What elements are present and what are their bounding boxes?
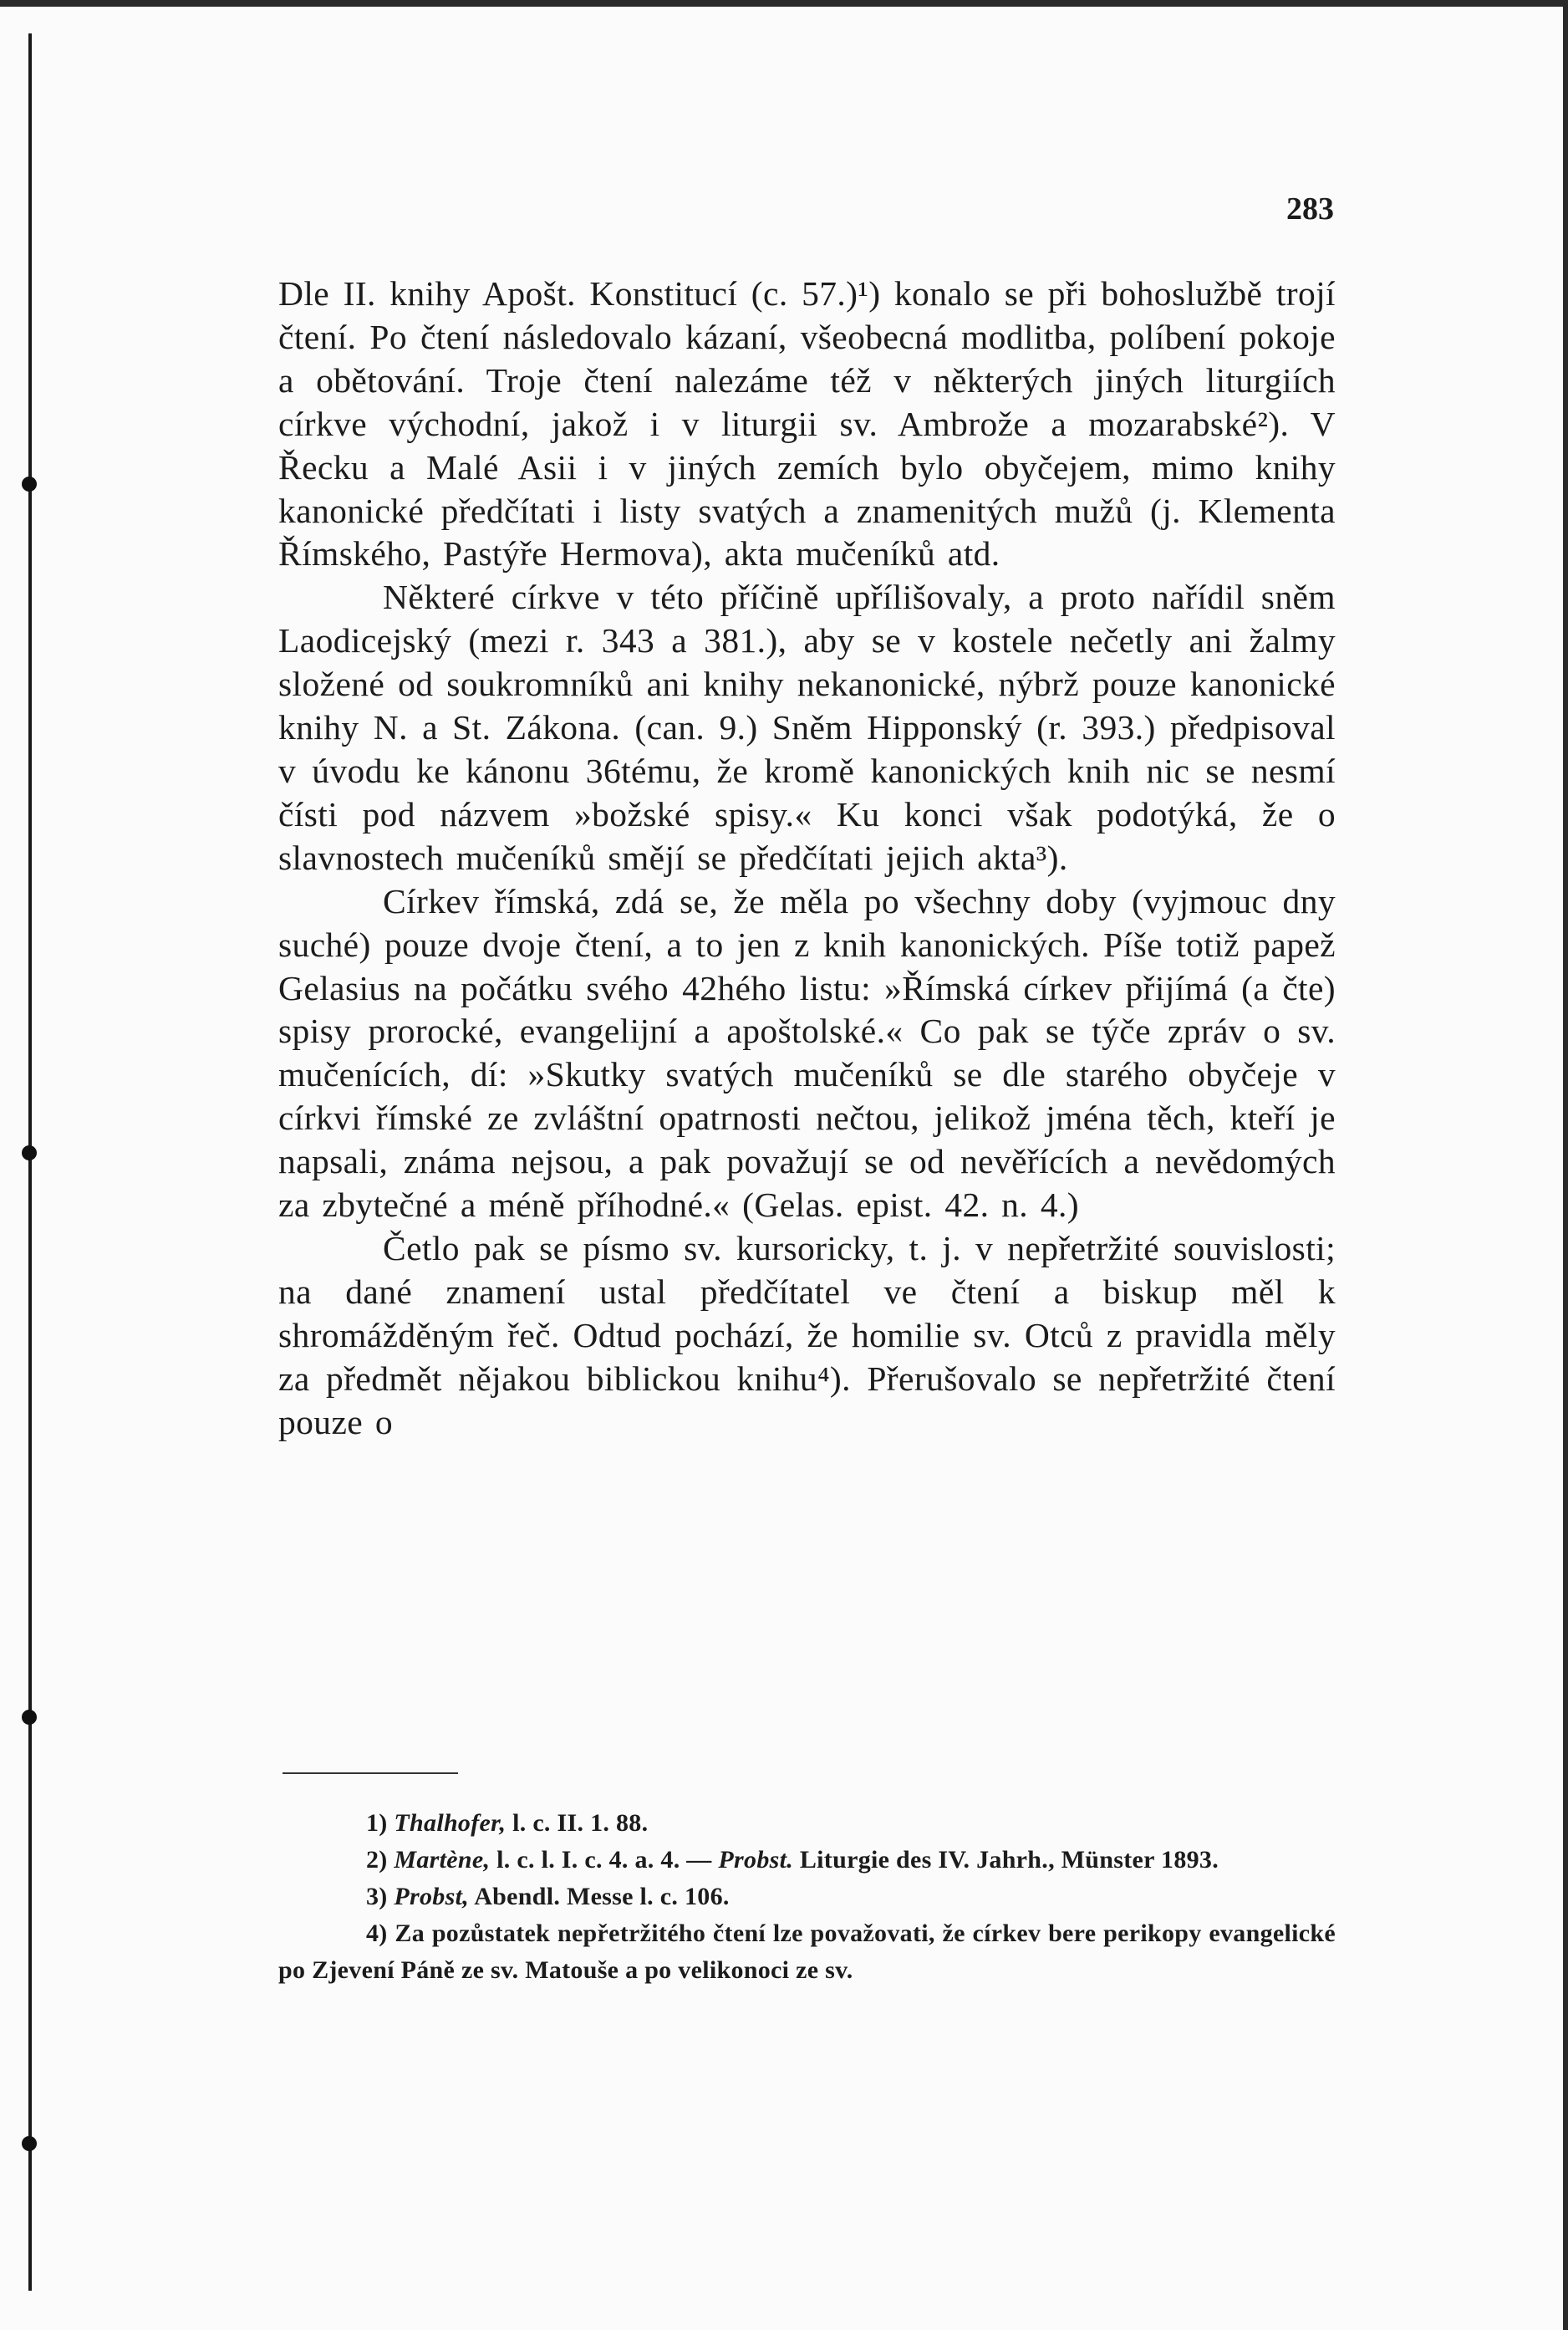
binding-mark <box>22 1145 37 1160</box>
scan-border-left <box>28 33 32 2291</box>
binding-mark <box>22 1710 37 1725</box>
footnote <box>278 1842 1336 1879</box>
footnote-author: Thalhofer, <box>394 1809 507 1837</box>
paragraph: Dle II. knihy Apošt. Konstitucí (c. 57.)¹) konalo se při bohoslužbě trojí čtení. Po čtení následovalo kázaní, všeobecná modlitba, políbení pokoje a obětování. Troje čtení nalezáme též v některých jiných liturgiích církve východní, jakož i v liturgii sv. Ambrože a mozarabské²). V Řecku a Malé Asii i v jiných zemích bylo obyčejem, mimo knihy kanonické předčítati i listy svatých a znamenitých mužů (j. Klementa Římského, Pastýře Hermova), akta mučeníků atd. <box>278 274 1336 574</box>
footnote-text: Abendl. Messe l. c. 106. <box>474 1883 730 1910</box>
footnote-marker: 1) <box>366 1809 388 1837</box>
footnote-separator <box>283 1772 458 1774</box>
footnote <box>278 1805 1336 1842</box>
footnote-text: Liturgie des IV. Jahrh., Münster 1893. <box>799 1846 1219 1874</box>
paragraph: Četlo pak se písmo sv. kursoricky, t. j. v nepřetržité souvislosti; na dané znamení ustal předčítatel ve čtení a biskup měl k shromážděným řeč. Odtud pochází, že homilie sv. Otců z pravidla měly za předmět nějakou biblickou knihu⁴). Přerušovalo se nepřetržité čtení pouze o <box>278 1228 1336 1441</box>
paragraph: Některé církve v této příčině upřílišovaly, a proto nařídil sněm Laodicejský (mezi r. 343 a 381.), aby se v kostele nečetly ani žalmy složené od soukromníků ani knihy nekanonické, nýbrž pouze kanonické knihy N. a St. Zákona. (can. 9.) Sněm Hipponský (r. 393.) předpisoval v úvodu ke kánonu 36tému, že kromě kanonických knih nic se nesmí čísti pod názvem »božské spisy.« Ku konci však podotýká, že o slavnostech mučeníků smějí se předčítati jejich akta³). <box>278 578 1336 877</box>
footnote-marker: 3) <box>366 1883 388 1910</box>
footnote-text: l. c. II. 1. 88. <box>512 1809 649 1837</box>
footnote <box>278 1915 1336 1989</box>
footnote-author: Probst. <box>718 1846 794 1874</box>
footnote <box>278 1879 1336 1915</box>
footnote-marker: 2) <box>366 1846 388 1874</box>
scan-border-right <box>1563 0 1568 2330</box>
scan-border-top <box>0 0 1568 7</box>
footnote-author: Martène, <box>394 1846 491 1874</box>
page-number: 283 <box>1286 191 1334 227</box>
body-text <box>278 273 1336 1444</box>
footnotes <box>278 1805 1336 1989</box>
footnote-text: Za pozůstatek nepřetržitého čtení lze považovati, že církev bere perikopy evangelické po Zjevení Páně ze sv. Matouše a po velikonoci ze sv. <box>278 1920 1336 1984</box>
footnote-author: Probst, <box>394 1883 470 1910</box>
footnote-marker: 4) <box>366 1920 388 1947</box>
paragraph: Církev římská, zdá se, že měla po všechny doby (vyjmouc dny suché) pouze dvoje čtení, a to jen z knih kanonických. Píše totiž papež Gelasius na počátku svého 42hého listu: »Římská církev přijímá (a čte) spisy prorocké, evangelijní a apoštolské.« Co pak se týče zpráv o sv. mučenících, dí: »Skutky svatých mučeníků se dle starého obyčeje v církvi římské ze zvláštní opatrnosti nečtou, jelikož jména těch, kteří je napsali, známa nejsou, a pak považují se od nevěřících a nevědomých za zbytečné a méně příhodné.« (Gelas. epist. 42. n. 4.) <box>278 881 1336 1225</box>
footnote-text: l. c. l. I. c. 4. a. 4. — <box>496 1846 712 1874</box>
binding-mark <box>22 477 37 492</box>
binding-mark <box>22 2136 37 2151</box>
